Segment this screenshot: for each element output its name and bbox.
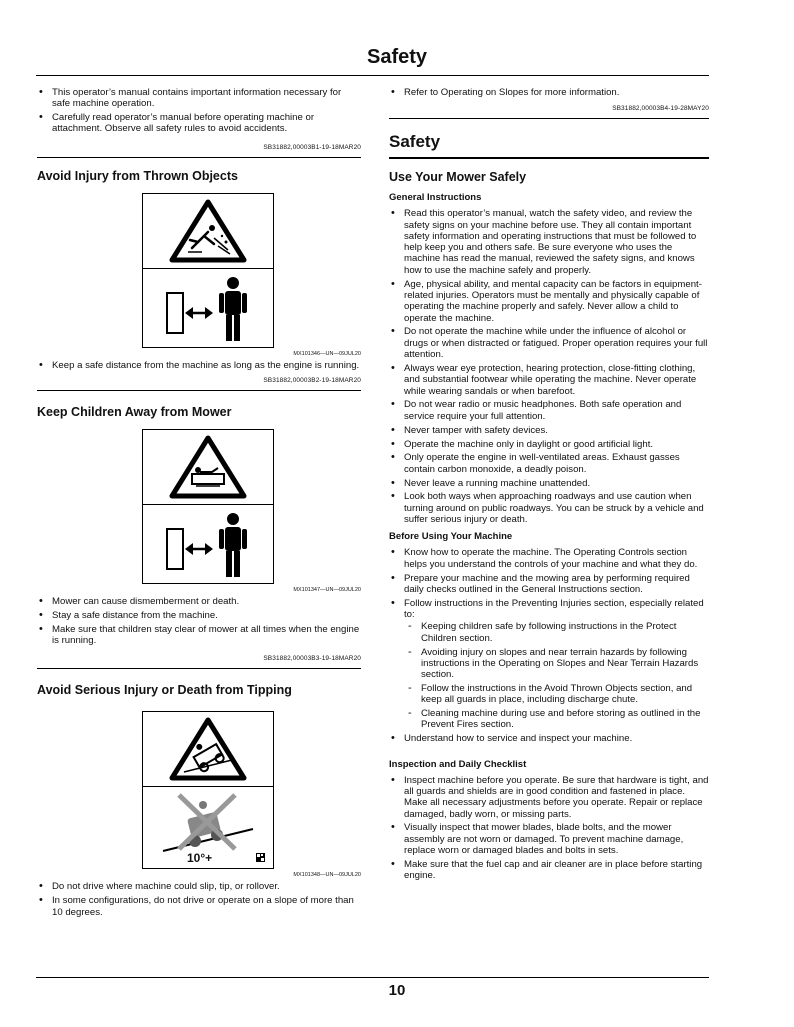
warning-rollover-icon <box>168 716 248 782</box>
list-item: • This operator’s manual contains important information necessary for safe machine operation. <box>37 87 361 110</box>
sub-list-item: - Keeping children safe by following instructions in the Protect Children section. <box>404 621 709 644</box>
list-item: • Visually inspect that mower blades, blade bolts, and the mower assembly are not worn or damaged. To prevent machine damage, replace worn or damaged blades and bolts in sets. <box>389 822 709 856</box>
figure-code: MX101347—UN—09JUL20 <box>293 587 361 594</box>
page-number: 10 <box>388 982 406 999</box>
list-item: • Make sure that the fuel cap and air cleaner are in place before starting engine. <box>389 859 709 882</box>
reference-code: SB31882,00003B3-19-18MAR20 <box>37 655 361 669</box>
figure-code: MX101348—UN—09JUL20 <box>293 872 361 879</box>
list-item: • Never leave a running machine unattended. <box>389 478 709 489</box>
list-item: • Inspect machine before you operate. Be sure that hardware is tight, and all guards and shields are in good condition and fastened in place. Make all necessary adjustments before you operate. Repair or replace damaged, badly worn, or missing parts. <box>389 775 709 820</box>
list-item: • Only operate the engine in well-ventilated areas. Exhaust gasses contain carbon monoxide, a deadly poison. <box>389 452 709 475</box>
list-item: • Keep a safe distance from the machine as long as the engine is running. <box>37 360 361 371</box>
reference-code: SB31882,00003B2-19-18MAR20 <box>37 377 361 391</box>
list-item <box>389 598 709 731</box>
sub-list-item: - Cleaning machine during use and before storing as outlined in the Prevent Fires section. <box>404 708 709 731</box>
figure-code: MX101346—UN—09JUL20 <box>293 350 361 357</box>
safe-distance-icon <box>153 507 263 581</box>
warning-dismemberment-icon <box>168 434 248 500</box>
list-item: • Never tamper with safety devices. <box>389 425 709 436</box>
list-item: • Refer to Operating on Slopes for more information. <box>389 87 709 98</box>
safe-distance-icon <box>153 271 263 345</box>
list-item: • In some configurations, do not drive or operate on a slope of more than 10 degrees. <box>37 895 361 918</box>
inspection-list <box>389 775 709 882</box>
general-instructions-list <box>389 208 709 525</box>
list-item: • Do not wear radio or music headphones. Both safe operation and service require your full attention. <box>389 399 709 422</box>
warning-thrown-objects-icon <box>168 198 248 264</box>
section-heading: Avoid Injury from Thrown Objects <box>37 168 238 183</box>
general-instructions-heading: General Instructions <box>389 192 482 204</box>
sub-list-item: - Avoiding injury on slopes and near terrain hazards by following instructions in the Operating on Slopes and Near Terrain Hazards section. <box>404 647 709 681</box>
inspection-heading: Inspection and Daily Checklist <box>389 758 527 770</box>
qr-code-icon <box>256 853 265 862</box>
left-column <box>37 87 361 921</box>
page-title: Safety <box>366 46 428 68</box>
section-heading: Keep Children Away from Mower <box>37 405 232 420</box>
reference-code: SB31882,00003B4-19-28MAY20 <box>389 105 709 119</box>
sub-list-item: - Follow the instructions in the Avoid Thrown Objects section, and keep all guards in place, including discharge chute. <box>404 683 709 706</box>
list-item-text: Follow instructions in the Preventing Injuries section, especially related to: <box>404 597 704 621</box>
before-using-list <box>389 547 709 744</box>
list-item: • Do not drive where machine could slip, tip, or rollover. <box>37 881 361 892</box>
reference-code: SB31882,00003B1-19-18MAR20 <box>37 144 361 158</box>
list-item: • Always wear eye protection, hearing protection, close-fitting clothing, and substantial footwear while operating the machine. Never operate while wearing sandals or when barefoot. <box>389 363 709 397</box>
slope-degree-label: 10°+ <box>187 851 213 866</box>
section-heading: Avoid Serious Injury or Death from Tipping <box>37 683 292 698</box>
list-item: • Make sure that children stay clear of mower at all times when the engine is running. <box>37 624 361 647</box>
right-column <box>389 87 709 884</box>
list-item: • Know how to operate the machine. The Operating Controls section helps you understand the controls of your machine and what they do. <box>389 547 709 570</box>
header-rule <box>36 75 709 76</box>
list-item: • Understand how to service and inspect your machine. <box>389 733 709 744</box>
subsection-title: Use Your Mower Safely <box>389 170 527 185</box>
list-item: • Prepare your machine and the mowing area by performing required daily checks outlined in the General Instructions section. <box>389 573 709 596</box>
section-list <box>37 596 361 646</box>
safety-sign-children <box>142 429 274 584</box>
list-item: • Age, physical ability, and mental capacity can be factors in equipment-related injuries. Operators must be mentally and physically capable of operating the machine properly and safely. Never allow a child to operate the machine. <box>389 279 709 324</box>
section-list <box>37 360 361 371</box>
list-item: • Read this operator’s manual, watch the safety video, and review the safety signs on your machine before use. They all contain important safety information and operating instructions that must be followed to help keep you and others safe. Be sure everyone who uses the machine has read the manual, reviewed the safety signs, and knows how to use the machine safely and properly. <box>389 208 709 276</box>
safety-sign-tipping <box>142 711 274 869</box>
section-title: Safety <box>389 132 709 159</box>
intro-list <box>37 87 361 135</box>
sub-list <box>389 621 709 730</box>
list-item: • Carefully read operator’s manual before operating machine or attachment. Observe all safety rules to avoid accidents. <box>37 112 361 135</box>
list-item: • Mower can cause dismemberment or death. <box>37 596 361 607</box>
footer-rule <box>36 977 709 978</box>
list-item: • Operate the machine only in daylight or good artificial light. <box>389 439 709 450</box>
list-item: • Look both ways when approaching roadways and use caution when turning around on public roadways. You can be struck by a vehicle and suffer serious injury or death. <box>389 491 709 525</box>
list-item: • Stay a safe distance from the machine. <box>37 610 361 621</box>
section-list <box>37 881 361 917</box>
before-using-heading: Before Using Your Machine <box>389 531 513 543</box>
top-list <box>389 87 709 98</box>
list-item: • Do not operate the machine while under the influence of alcohol or drugs or when distracted or fatigued. Proper operation requires your full attention. <box>389 326 709 360</box>
safety-sign-thrown-objects <box>142 193 274 348</box>
